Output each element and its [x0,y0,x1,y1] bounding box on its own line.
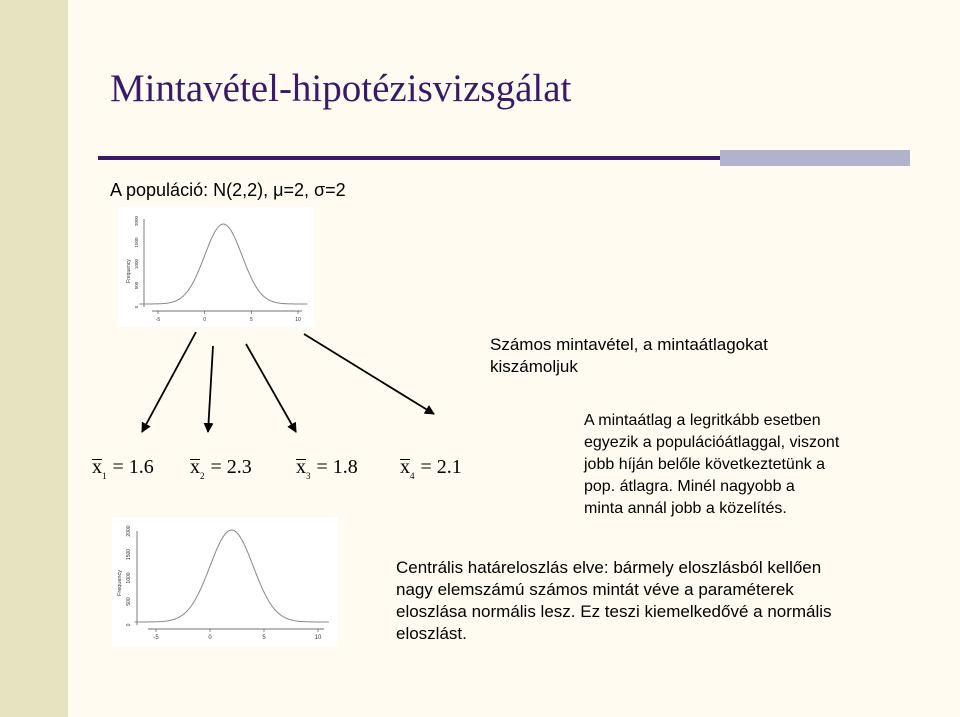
population-histogram [118,207,314,327]
arrow-2 [208,346,213,432]
y-tick-label: 1500 [126,548,132,561]
x-tick-label: -5 [155,317,161,323]
mean-note-line: egyezik a populációátlaggal, viszont [584,434,840,451]
arrow-3 [246,344,296,432]
sample-mean-4: $x_4 = 2.1$ [400,456,462,481]
top-ylabel: Frequency [126,259,132,283]
mean-note-line: jobb híján belőle következtetünk a [584,456,826,473]
title-underline [98,156,720,160]
population-text: A populáció: N(2,2), μ=2, σ=2 [110,180,346,200]
y-tick-label: 500 [134,281,139,290]
sample-means-histogram [112,517,338,647]
sample-mean-2: $x_2 = 2.3$ [190,456,252,481]
slide-title: Mintavétel-hipotézisvizsgálat [110,67,572,110]
x-tick-label: 0 [208,635,212,641]
title-accent-bar [720,150,910,166]
y-tick-label: 1500 [134,237,139,248]
left-decor-bar [0,0,68,717]
x-tick-label: 10 [314,635,322,641]
y-tick-label: 500 [126,597,132,606]
x-tick-label: -5 [153,635,159,641]
y-tick-label: 2000 [134,215,139,227]
y-tick-label: 1000 [126,572,132,584]
clt-note-line: nagy elemszámú számos mintát véve a paraméterek [396,580,794,599]
clt-note-line: eloszlást. [396,624,467,643]
y-tick-label: 0 [134,305,139,309]
arrow-1 [142,332,196,432]
sampling-note-line: Számos mintavétel, a mintaátlagokat [490,335,768,354]
clt-note [396,557,832,645]
arrow-4 [304,334,434,414]
x-tick-label: 5 [249,317,253,323]
sampling-note-line: kiszámoljuk [490,357,578,376]
mean-note [584,410,839,520]
sampling-note [490,334,768,378]
mean-note-line: minta annál jobb a közelítés. [584,500,787,517]
x-tick-label: 10 [295,317,301,323]
mean-note-line: A mintaátlag a legritkább esetben [584,412,821,429]
mean-note-line: pop. átlagra. Minél nagyobb a [584,478,795,495]
x-tick-label: 0 [203,317,207,323]
clt-note-line: Centrális határeloszlás elve: bármely eloszlásból kellően [396,558,822,577]
clt-note-line: eloszlása normális lesz. Ez teszi kiemelkedővé a normális [396,602,832,621]
y-tick-label: 2000 [126,525,132,537]
bottom-ylabel: Frequency [117,570,123,596]
x-tick-label: 5 [262,635,266,641]
y-tick-label: 0 [126,623,132,627]
y-tick-label: 1000 [134,258,139,270]
sample-mean-3: $x_3 = 1.8$ [296,456,358,481]
sample-mean-1: $x_1 = 1.6$ [92,456,154,481]
sampling-arrows [120,328,440,440]
